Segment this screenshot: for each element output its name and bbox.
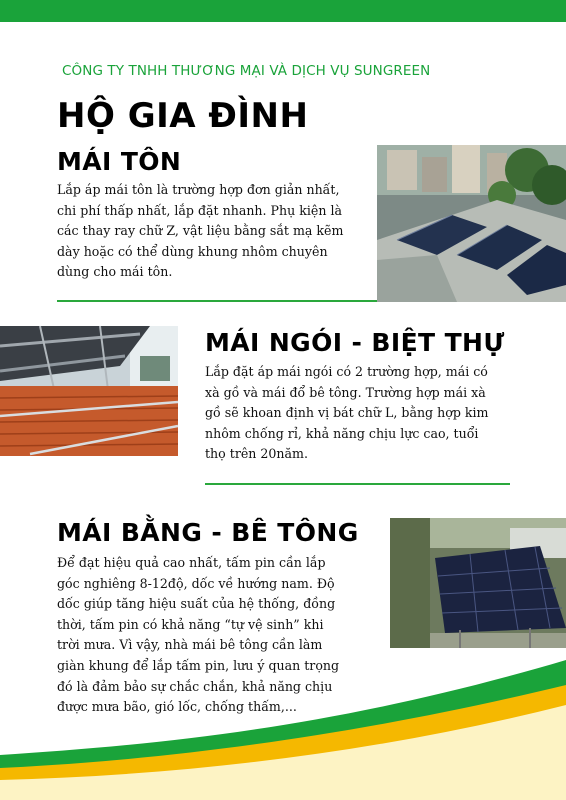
- photo-flat-roof-solar: [390, 518, 566, 648]
- text-line: Lắp áp mái tôn là trường hợp đơn giản nhất,: [57, 182, 340, 197]
- bottom-wave-decoration: [0, 660, 566, 800]
- photo-tile-roof-solar: [0, 326, 178, 456]
- text-line: các thay ray chữ Z, vật liệu bằng sắt mạ kẽm: [57, 223, 344, 239]
- text-line: dùng cho mái tôn.: [57, 264, 173, 280]
- text-line: nhôm chống rỉ, khả năng chịu lực cao, tuổi: [205, 425, 479, 441]
- divider-2: [205, 483, 510, 485]
- company-name: CÔNG TY TNHH THƯƠNG MẠI VÀ DỊCH VỤ SUNGREEN: [62, 63, 431, 79]
- text-line: Lắp đặt áp mái ngói có 2 trường hợp, mái có: [205, 364, 488, 379]
- section-text-mai-ton: [57, 180, 377, 283]
- photo-metal-roof-solar: [377, 145, 566, 302]
- text-line: dày hoặc có thể dùng khung nhôm chuyên: [57, 243, 328, 259]
- text-line: thọ trên 20năm.: [205, 446, 308, 462]
- section-heading-mai-ngoi: MÁI NGÓI - BIỆT THỰ: [205, 328, 505, 357]
- text-line: Để đạt hiệu quả cao nhất, tấm pin cần lắp: [57, 555, 326, 570]
- text-line: giàn khung để lắp tấm pin, lưu ý quan trọng: [57, 657, 340, 673]
- text-line: dốc giúp tăng hiệu suất của hệ thống, đồng: [57, 596, 336, 612]
- text-line: xà gồ và mái đổ bê tông. Trường hợp mái xà: [205, 384, 486, 400]
- top-green-bar: [0, 0, 566, 22]
- text-line: thời, tấm pin có khả năng “tự vệ sinh” khi: [57, 616, 324, 632]
- text-line: chi phí thấp nhất, lắp đặt nhanh. Phụ kiện là: [57, 202, 343, 218]
- section-heading-mai-ton: MÁI TÔN: [57, 147, 182, 176]
- text-line: đó là đảm bảo sự chắc chắn, khả năng chịu: [57, 678, 333, 694]
- text-line: trời mưa. Vì vậy, nhà mái bê tông cần làm: [57, 637, 323, 653]
- section-heading-mai-bang: MÁI BẰNG - BÊ TÔNG: [57, 518, 359, 547]
- page-title: HỘ GIA ĐÌNH: [57, 96, 309, 136]
- text-line: gồ sẽ khoan định vị bát chữ L, bằng hợp kim: [205, 405, 489, 421]
- divider-1: [57, 300, 377, 302]
- section-text-mai-ngoi: [205, 362, 525, 465]
- text-line: góc nghiêng 8-12độ, dốc về hướng nam. Độ: [57, 575, 335, 591]
- text-line: được mưa bão, gió lốc, chống thấm,...: [57, 699, 297, 715]
